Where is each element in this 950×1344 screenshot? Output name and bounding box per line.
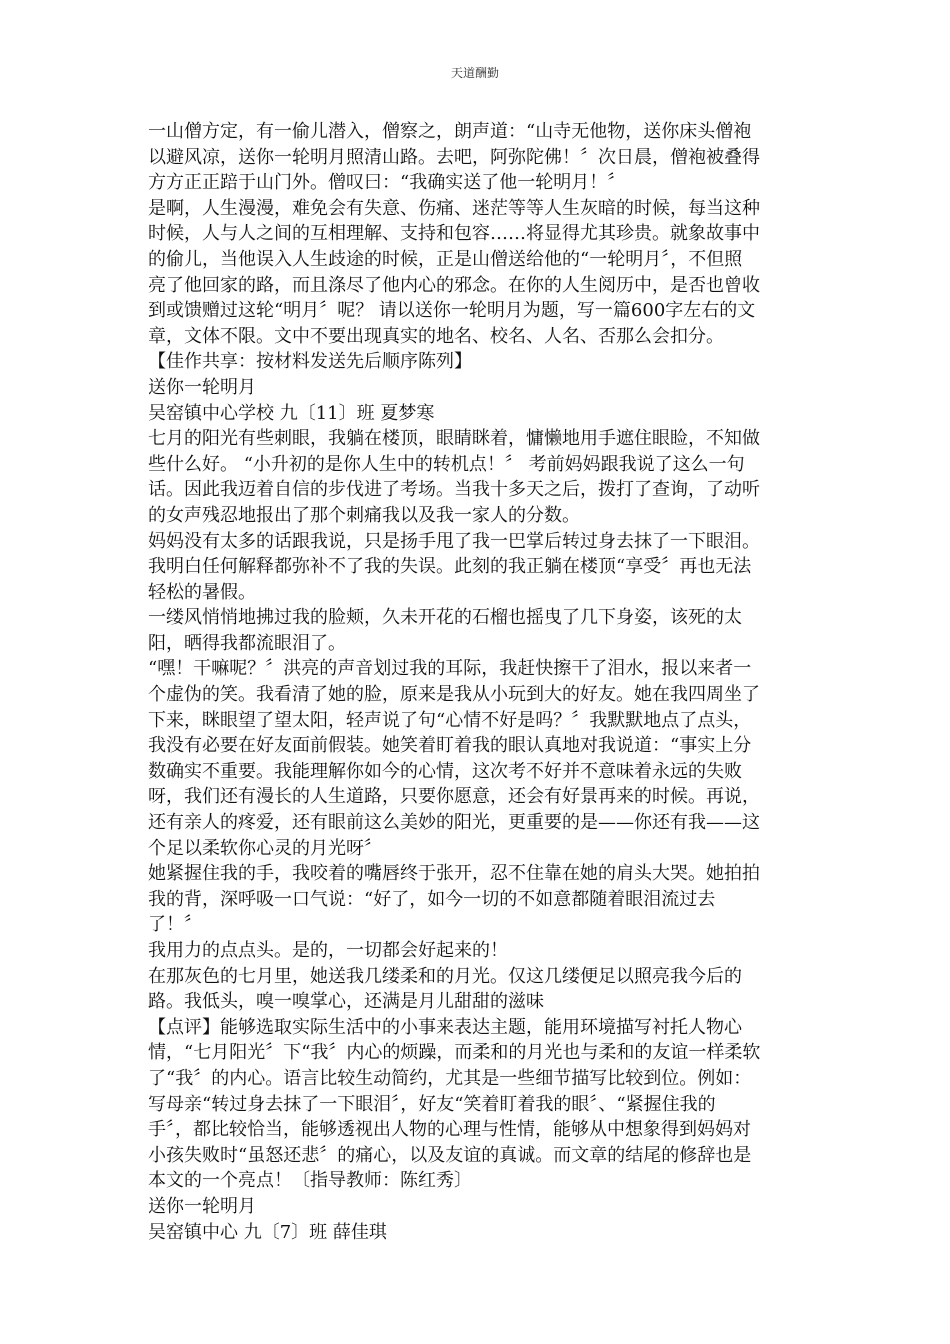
text-line: 我用力的点点头。是的，一切都会好起来的！ — [148, 940, 508, 961]
text-line: 情，“七月阳光〞下“我〞内心的烦躁，而柔和的月光也与柔和的友谊一样柔软 — [148, 1042, 761, 1064]
page-header: 天道酬勤 — [450, 66, 499, 80]
text-line: 吴窑镇中心 九〔7〕班 薛佳琪 — [148, 1221, 387, 1243]
text-line: 亮了他回家的路，而且涤尽了他内心的邪念。在你的人生阅历中，是否也曾收 — [148, 274, 760, 296]
text-line: 还有亲人的疼爱，还有眼前这么美妙的阳光，更重要的是——你还有我——这 — [148, 812, 760, 834]
text-line: 轻松的暑假。 — [148, 581, 256, 603]
text-line: “嘿！干嘛呢？〞洪亮的声音划过我的耳际，我赶快擦干了泪水，报以来者一 — [148, 658, 752, 680]
text-line: 一缕风悄悄地拂过我的脸颊，久未开花的石榴也摇曳了几下身姿，该死的太 — [148, 607, 742, 629]
text-line: 妈妈没有太多的话跟我说，只是扬手甩了我一巴掌后转过身去抹了一下眼泪。 — [148, 530, 760, 552]
text-line: 吴窑镇中心学校 九〔11〕班 夏梦寒 — [148, 402, 435, 424]
text-line: 送你一轮明月 — [148, 376, 256, 398]
text-line: 到或馈赠过这轮“明月〞呢？ 请以送你一轮明月为题，写一篇600字左右的文 — [148, 300, 756, 322]
text-line: 我明白任何解释都弥补不了我的失误。此刻的我正躺在楼顶“享受〞再也无法 — [148, 556, 752, 578]
text-line: 是啊，人生漫漫，难免会有失意、伤痛、迷茫等等人生灰暗的时候，每当这种 — [148, 197, 760, 219]
text-line: 了！〞 — [148, 914, 202, 936]
text-line: 她紧握住我的手，我咬着的嘴唇终于张开，忍不住靠在她的肩头大哭。她拍拍 — [148, 863, 760, 885]
text-line: 数确实不重要。我能理解你如今的心情，这次考不好并不意味着永远的失败 — [148, 760, 742, 782]
text-line: 个虚伪的笑。我看清了她的脸，原来是我从小玩到大的好友。她在我四周坐了 — [148, 684, 760, 706]
text-line: 七月的阳光有些刺眼，我躺在楼顶，眼睛眯着，慵懒地用手遮住眼睑，不知做 — [148, 428, 760, 450]
document-body — [148, 119, 804, 1245]
text-line: 一山僧方定，有一偷儿潜入，僧察之，朗声道：“山寺无他物，送你床头僧袍 — [148, 121, 752, 142]
text-line: 方方正正踣于山门外。僧叹曰：“我确实送了他一轮明月！〞 — [148, 172, 626, 194]
text-line: 章，文体不限。文中不要出现真实的地名、校名、人名、否那么会扣分。 — [148, 325, 724, 347]
text-line: 以避风凉，送你一轮明月照清山路。去吧，阿弥陀佛！〞次日晨，僧袍被叠得 — [148, 146, 760, 168]
text-line: 路。我低头，嗅一嗅掌心，还满是月儿甜甜的滋味 — [148, 991, 544, 1013]
text-line: 话。因此我迈着自信的步伐进了考场。当我十多天之后，拨打了查询，了动听 — [148, 479, 760, 501]
text-line: 我的背，深呼吸一口气说：“好了，如今一切的不如意都随着眼泪流过去 — [148, 888, 716, 910]
text-line: 下来，眯眼望了望太阳，轻声说了句“心情不好是吗？〞我默默地点了点头， — [148, 709, 752, 731]
text-line: 手〞，都比较恰当，能够透视出人物的心理与性情，能够从中想象得到妈妈对 — [148, 1119, 751, 1141]
text-line: 阳，晒得我都流眼泪了。 — [148, 632, 346, 654]
text-line: 我没有必要在好友面前假装。她笑着盯着我的眼认真地对我说道：“事实上分 — [148, 735, 752, 757]
text-line: 小孩失败时“虽怒还悲〞的痛心，以及友谊的真诚。而文章的结尾的修辞也是 — [148, 1144, 752, 1166]
text-line: 【点评】能够选取实际生活中的小事来表达主题，能用环境描写衬托人物心 — [148, 1016, 742, 1038]
text-line: 些什么好。 “小升初的是你人生中的转机点！〞 考前妈妈跟我说了这么一句 — [148, 453, 745, 475]
text-line: 呀，我们还有漫长的人生道路，只要你愿意，还会有好景再来的时候。再说， — [148, 786, 760, 808]
text-line: 送你一轮明月 — [148, 1195, 256, 1217]
text-line: 了“我〞的内心。语言比较生动简约，尤其是一些细节描写比较到位。例如： — [148, 1067, 752, 1089]
text-line: 的女声残忍地报出了那个刺痛我以及我一家人的分数。 — [148, 504, 580, 526]
text-line: 的偷儿，当他误入人生歧途的时候，正是山僧送给他的“一轮明月〞，不但照 — [148, 248, 743, 270]
text-line: 个足以柔软你心灵的月光呀〞 — [148, 837, 382, 859]
text-line: 在那灰色的七月里，她送我几缕柔和的月光。仅这几缕便足以照亮我今后的 — [148, 965, 742, 987]
text-line: 写母亲“转过身去抹了一下眼泪〞，好友“笑着盯着我的眼〞、“紧握住我的 — [148, 1093, 716, 1115]
text-line: 本文的一个亮点！〔指导教师：陈红秀〕 — [148, 1170, 472, 1192]
text-line: 时候，人与人之间的互相理解、支持和包容……将显得尤其珍贵。就象故事中 — [148, 223, 760, 245]
text-line: 【佳作共享：按材料发送先后顺序陈列】 — [148, 351, 472, 373]
